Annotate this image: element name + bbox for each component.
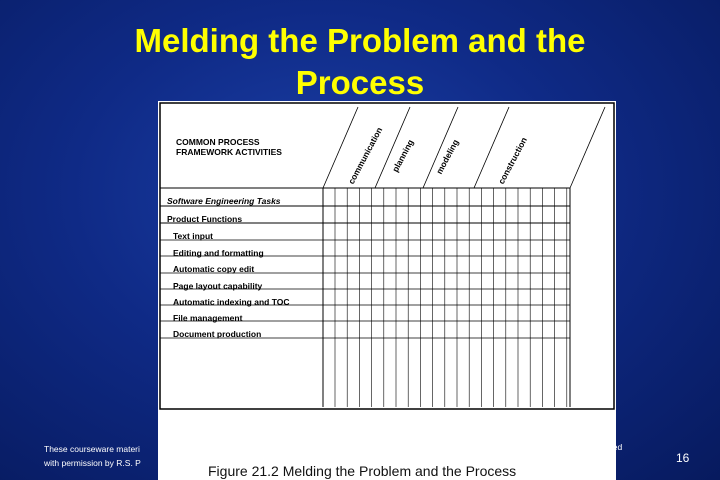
software-engineering-tasks-label: Software Engineering Tasks xyxy=(167,196,281,206)
function-row-label: Document production xyxy=(173,329,262,339)
footer-copyright xyxy=(44,442,644,470)
column-label-modeling: modeling xyxy=(434,137,461,176)
function-row-label: Editing and formatting xyxy=(173,248,264,258)
product-functions-label: Product Functions xyxy=(167,214,243,224)
function-row-label: Automatic copy edit xyxy=(173,264,255,274)
function-row-label: Text input xyxy=(173,231,213,241)
column-label-communication: communication xyxy=(346,125,385,186)
function-row-label: Page layout capability xyxy=(173,281,263,291)
footer-line-1: These courseware materi xyxy=(44,444,140,454)
column-label-planning: planning xyxy=(390,137,416,174)
framework-header-line-2: FRAMEWORK ACTIVITIES xyxy=(176,147,282,157)
slide-title xyxy=(0,20,720,104)
figure-caption: Figure 21.2 Melding the Problem and the Process xyxy=(208,463,517,479)
function-row-label: File management xyxy=(173,313,243,323)
melding-figure xyxy=(158,101,616,480)
framework-header-line-1: COMMON PROCESS xyxy=(176,137,260,147)
footer-right-fragment: ded xyxy=(608,442,623,452)
page-number: 16 xyxy=(676,451,690,465)
function-row-label: Automatic indexing and TOC xyxy=(173,297,290,307)
framework-header xyxy=(176,137,282,157)
slide-title-line-1: Melding the Problem and the xyxy=(134,22,586,59)
column-label-construction: construction xyxy=(496,135,529,186)
slide-title-line-2: Process xyxy=(295,64,425,101)
col-sep-5 xyxy=(570,107,605,188)
footer-line-2: with permission by R.S. P xyxy=(44,458,141,468)
